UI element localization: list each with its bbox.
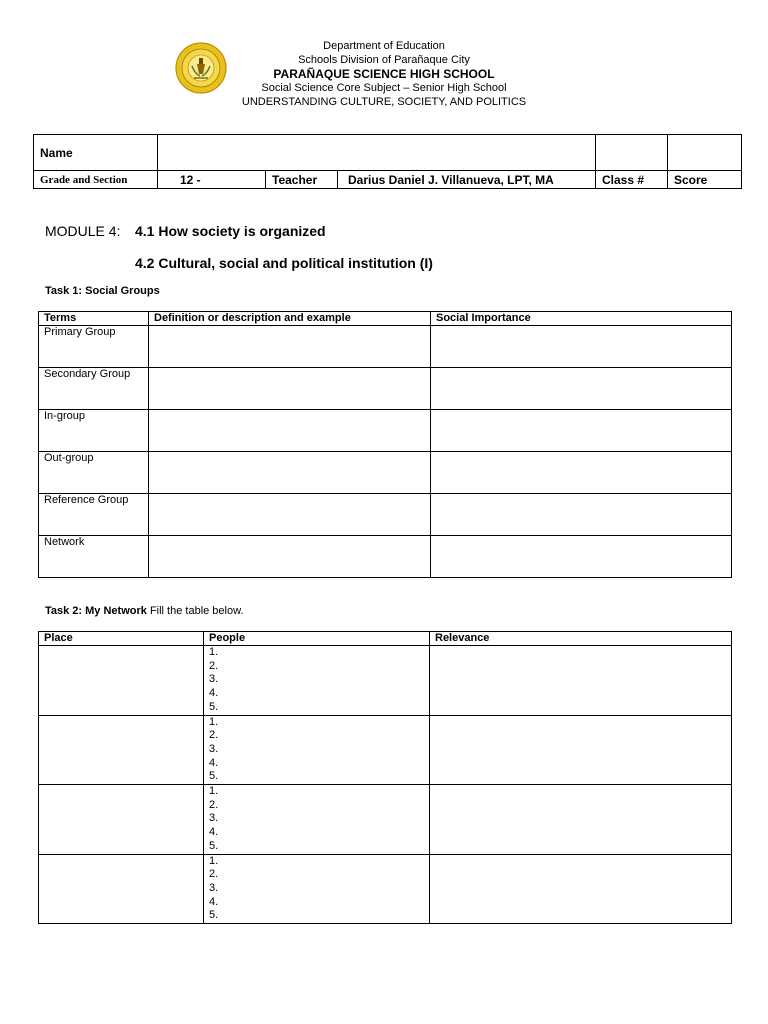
list-item: 1. bbox=[209, 854, 219, 867]
school-name: PARAÑAQUE SCIENCE HIGH SCHOOL bbox=[273, 67, 495, 81]
list-item: 5. bbox=[209, 839, 219, 852]
teacher-label: Teacher bbox=[266, 171, 338, 189]
score-field[interactable] bbox=[668, 135, 742, 171]
list-item: 2. bbox=[209, 729, 219, 742]
class-number-field[interactable] bbox=[596, 135, 668, 171]
list-item: 4. bbox=[209, 756, 219, 769]
class-number-label: Class # bbox=[596, 171, 668, 189]
definition-cell[interactable] bbox=[149, 326, 431, 368]
table-row bbox=[39, 326, 732, 368]
importance-cell[interactable] bbox=[431, 452, 732, 494]
table-header: Social Importance bbox=[431, 312, 732, 326]
module-label: MODULE 4: bbox=[45, 223, 121, 239]
teacher-name: Darius Daniel J. Villanueva, LPT, MA bbox=[338, 171, 596, 189]
table-row bbox=[39, 646, 732, 716]
table-row bbox=[39, 410, 732, 452]
term-cell: Out-group bbox=[39, 452, 149, 494]
list-item: 3. bbox=[209, 812, 219, 825]
task1-title: Task 1: Social Groups bbox=[45, 285, 160, 297]
course-title: UNDERSTANDING CULTURE, SOCIETY, AND POLITICS bbox=[241, 96, 527, 108]
list-item: 1. bbox=[209, 646, 219, 658]
table-header: Definition or description and example bbox=[149, 312, 431, 326]
people-list bbox=[209, 646, 424, 715]
my-network-table bbox=[38, 631, 732, 924]
list-item: 2. bbox=[209, 868, 219, 881]
list-item: 4. bbox=[209, 687, 219, 700]
place-cell[interactable] bbox=[39, 646, 204, 716]
importance-cell[interactable] bbox=[431, 326, 732, 368]
list-item: 4. bbox=[209, 895, 219, 908]
relevance-cell[interactable] bbox=[430, 646, 732, 716]
table-row bbox=[39, 715, 732, 785]
relevance-cell[interactable] bbox=[430, 715, 732, 785]
relevance-cell[interactable] bbox=[430, 854, 732, 924]
term-cell: Reference Group bbox=[39, 494, 149, 536]
table-row bbox=[39, 785, 732, 855]
task2-instruction: Fill the table below. bbox=[146, 605, 244, 617]
term-cell: Secondary Group bbox=[39, 368, 149, 410]
score-label: Score bbox=[668, 171, 742, 189]
definition-cell[interactable] bbox=[149, 494, 431, 536]
list-item: 5. bbox=[209, 700, 219, 713]
importance-cell[interactable] bbox=[431, 536, 732, 578]
people-list bbox=[209, 855, 424, 924]
list-item: 2. bbox=[209, 798, 219, 811]
people-list bbox=[209, 785, 424, 854]
definition-cell[interactable] bbox=[149, 536, 431, 578]
term-cell: Primary Group bbox=[39, 326, 149, 368]
definition-cell[interactable] bbox=[149, 368, 431, 410]
list-item: 1. bbox=[209, 785, 219, 798]
relevance-cell[interactable] bbox=[430, 785, 732, 855]
table-row bbox=[39, 494, 732, 536]
table-row bbox=[39, 854, 732, 924]
importance-cell[interactable] bbox=[431, 410, 732, 452]
people-cell[interactable] bbox=[204, 785, 430, 855]
list-item: 3. bbox=[209, 673, 219, 686]
place-cell[interactable] bbox=[39, 785, 204, 855]
name-field[interactable] bbox=[158, 135, 596, 171]
place-cell[interactable] bbox=[39, 715, 204, 785]
table-row bbox=[39, 536, 732, 578]
importance-cell[interactable] bbox=[431, 368, 732, 410]
module-title-1: 4.1 How society is organized bbox=[135, 223, 326, 239]
module-heading bbox=[45, 223, 326, 240]
grade-section-label: Grade and Section bbox=[34, 171, 158, 189]
term-cell: In-group bbox=[39, 410, 149, 452]
table-row bbox=[39, 368, 732, 410]
table-header: Relevance bbox=[430, 632, 732, 646]
list-item: 1. bbox=[209, 715, 219, 728]
table-header: People bbox=[204, 632, 430, 646]
student-info-table bbox=[33, 134, 742, 189]
list-item: 3. bbox=[209, 881, 219, 894]
module-title-2: 4.2 Cultural, social and political institution (I) bbox=[135, 255, 433, 271]
people-list bbox=[209, 716, 424, 785]
people-cell[interactable] bbox=[204, 646, 430, 716]
people-cell[interactable] bbox=[204, 854, 430, 924]
table-header: Place bbox=[39, 632, 204, 646]
list-item: 3. bbox=[209, 742, 219, 755]
list-item: 5. bbox=[209, 909, 219, 922]
list-item: 4. bbox=[209, 826, 219, 839]
school-seal-logo bbox=[175, 42, 227, 94]
table-row bbox=[39, 452, 732, 494]
list-item: 2. bbox=[209, 659, 219, 672]
place-cell[interactable] bbox=[39, 854, 204, 924]
grade-section-value[interactable]: 12 - bbox=[158, 171, 266, 189]
definition-cell[interactable] bbox=[149, 452, 431, 494]
list-item: 5. bbox=[209, 770, 219, 783]
definition-cell[interactable] bbox=[149, 410, 431, 452]
name-label: Name bbox=[34, 135, 158, 171]
term-cell: Network bbox=[39, 536, 149, 578]
department-line: Department of Education bbox=[323, 40, 445, 52]
subject-line: Social Science Core Subject – Senior High School bbox=[261, 82, 507, 94]
task2-title: Task 2: My Network Fill the table below. bbox=[45, 605, 244, 617]
division-line: Schools Division of Parañaque City bbox=[298, 54, 470, 66]
importance-cell[interactable] bbox=[431, 494, 732, 536]
people-cell[interactable] bbox=[204, 715, 430, 785]
table-header: Terms bbox=[39, 312, 149, 326]
social-groups-table bbox=[38, 311, 732, 578]
